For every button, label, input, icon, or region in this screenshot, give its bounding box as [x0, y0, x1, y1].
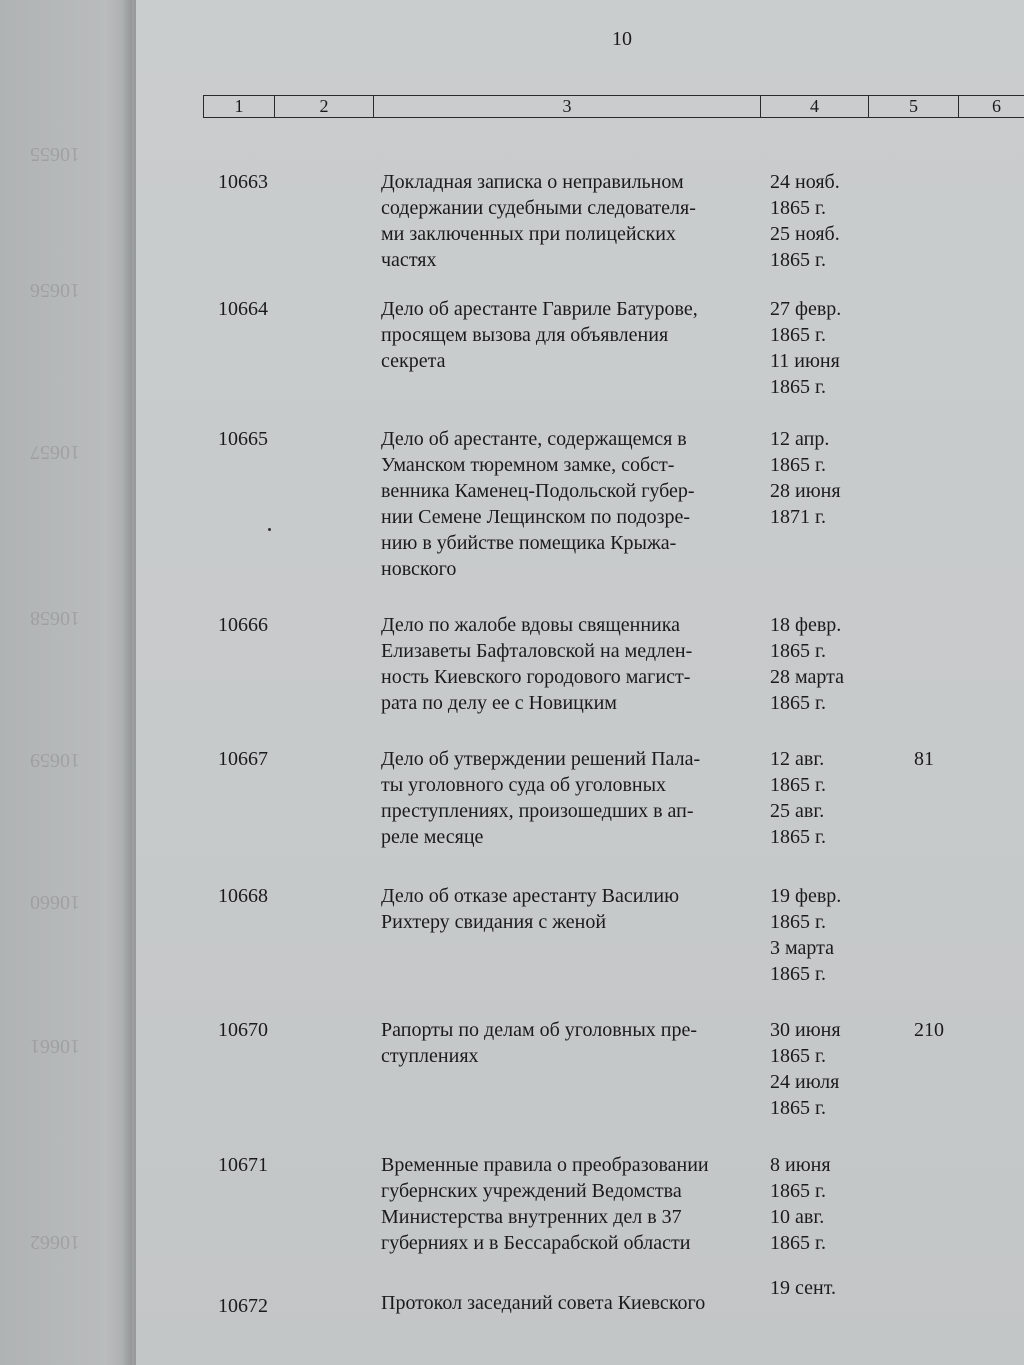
ink-dot — [268, 528, 271, 531]
record-dates: 30 июня 1865 г. 24 июля 1865 г. — [770, 1019, 841, 1119]
record-number: 10668 — [218, 885, 268, 907]
record-title: Докладная записка о неправильном содержании судебными следователя- ми заключенных при полицейских частях — [381, 171, 696, 271]
record-dates: 12 апр. 1865 г. 28 июня 1871 г. — [770, 428, 841, 528]
page-number: 10 — [612, 28, 632, 50]
show-through-number: 10656 — [30, 279, 80, 301]
header-cell: 2 — [274, 96, 373, 117]
show-through-number: 10660 — [30, 891, 80, 913]
header-cell: 1 — [234, 96, 244, 116]
record-dates: 12 авг. 1865 г. 25 авг. 1865 г. — [770, 748, 826, 848]
record-number: 10672 — [218, 1295, 268, 1317]
show-through-number: 10657 — [30, 441, 80, 463]
record-dates: 19 февр. 1865 г. 3 марта 1865 г. — [770, 885, 842, 985]
record-sheets: 81 — [914, 748, 934, 770]
header-cell: 6 — [958, 96, 1024, 117]
show-through-number: 10662 — [30, 1231, 80, 1253]
left-page-edge — [0, 0, 132, 1365]
record-number: 10671 — [218, 1154, 268, 1176]
record-number: 10666 — [218, 614, 268, 636]
record-number: 10664 — [218, 298, 268, 320]
record-number: 10663 — [218, 171, 268, 193]
record-title: Временные правила о преобразовании губернских учреждений Ведомства Министерства внутренних дел в 37 губерниях и в Бессарабской области — [381, 1154, 709, 1254]
show-through-number: 10659 — [30, 749, 80, 771]
show-through-number: 10661 — [30, 1035, 80, 1057]
show-through-number: 10655 — [30, 143, 80, 165]
table-header-row — [203, 95, 1024, 118]
record-title: Дело об утверждении решений Пала- ты уголовного суда об уголовных преступлениях, произошедших в ап- реле месяце — [381, 748, 701, 848]
record-sheets: 210 — [914, 1019, 944, 1041]
record-dates: 18 февр. 1865 г. 28 марта 1865 г. — [770, 614, 844, 714]
show-through-number: 10658 — [30, 607, 80, 629]
record-number: 10667 — [218, 748, 268, 770]
record-title: Дело по жалобе вдовы священника Елизаветы Бафталовской на медлен- ность Киевского городового магист- рата по делу ее с Новицким — [381, 614, 693, 714]
record-dates: 24 нояб. 1865 г. 25 нояб. 1865 г. — [770, 171, 840, 271]
record-title: Дело об отказе арестанту Василию Рихтеру свидания с женой — [381, 885, 680, 933]
record-dates: 27 февр. 1865 г. 11 июня 1865 г. — [770, 298, 842, 398]
record-number: 10670 — [218, 1019, 268, 1041]
record-title: Дело об арестанте Гавриле Батурове, просящем вызова для объявления секрета — [381, 298, 698, 372]
record-dates: 19 сент. — [770, 1277, 836, 1299]
record-title: Дело об арестанте, содержащемся в Уманском тюремном замке, собст- венника Каменец-Подольской губер- нии Семене Лещинском по подозре- нию в убийстве помещика Крыжа- новского — [381, 428, 695, 580]
record-dates: 8 июня 1865 г. 10 авг. 1865 г. — [770, 1154, 831, 1254]
header-cell: 5 — [868, 96, 958, 117]
record-title: Протокол заседаний совета Киевского — [381, 1292, 706, 1314]
page-fold-shadow — [122, 0, 136, 1365]
header-cell: 3 — [373, 96, 760, 117]
header-cell: 4 — [760, 96, 868, 117]
record-number: 10665 — [218, 428, 268, 450]
record-title: Рапорты по делам об уголовных пре- ступлениях — [381, 1019, 698, 1067]
